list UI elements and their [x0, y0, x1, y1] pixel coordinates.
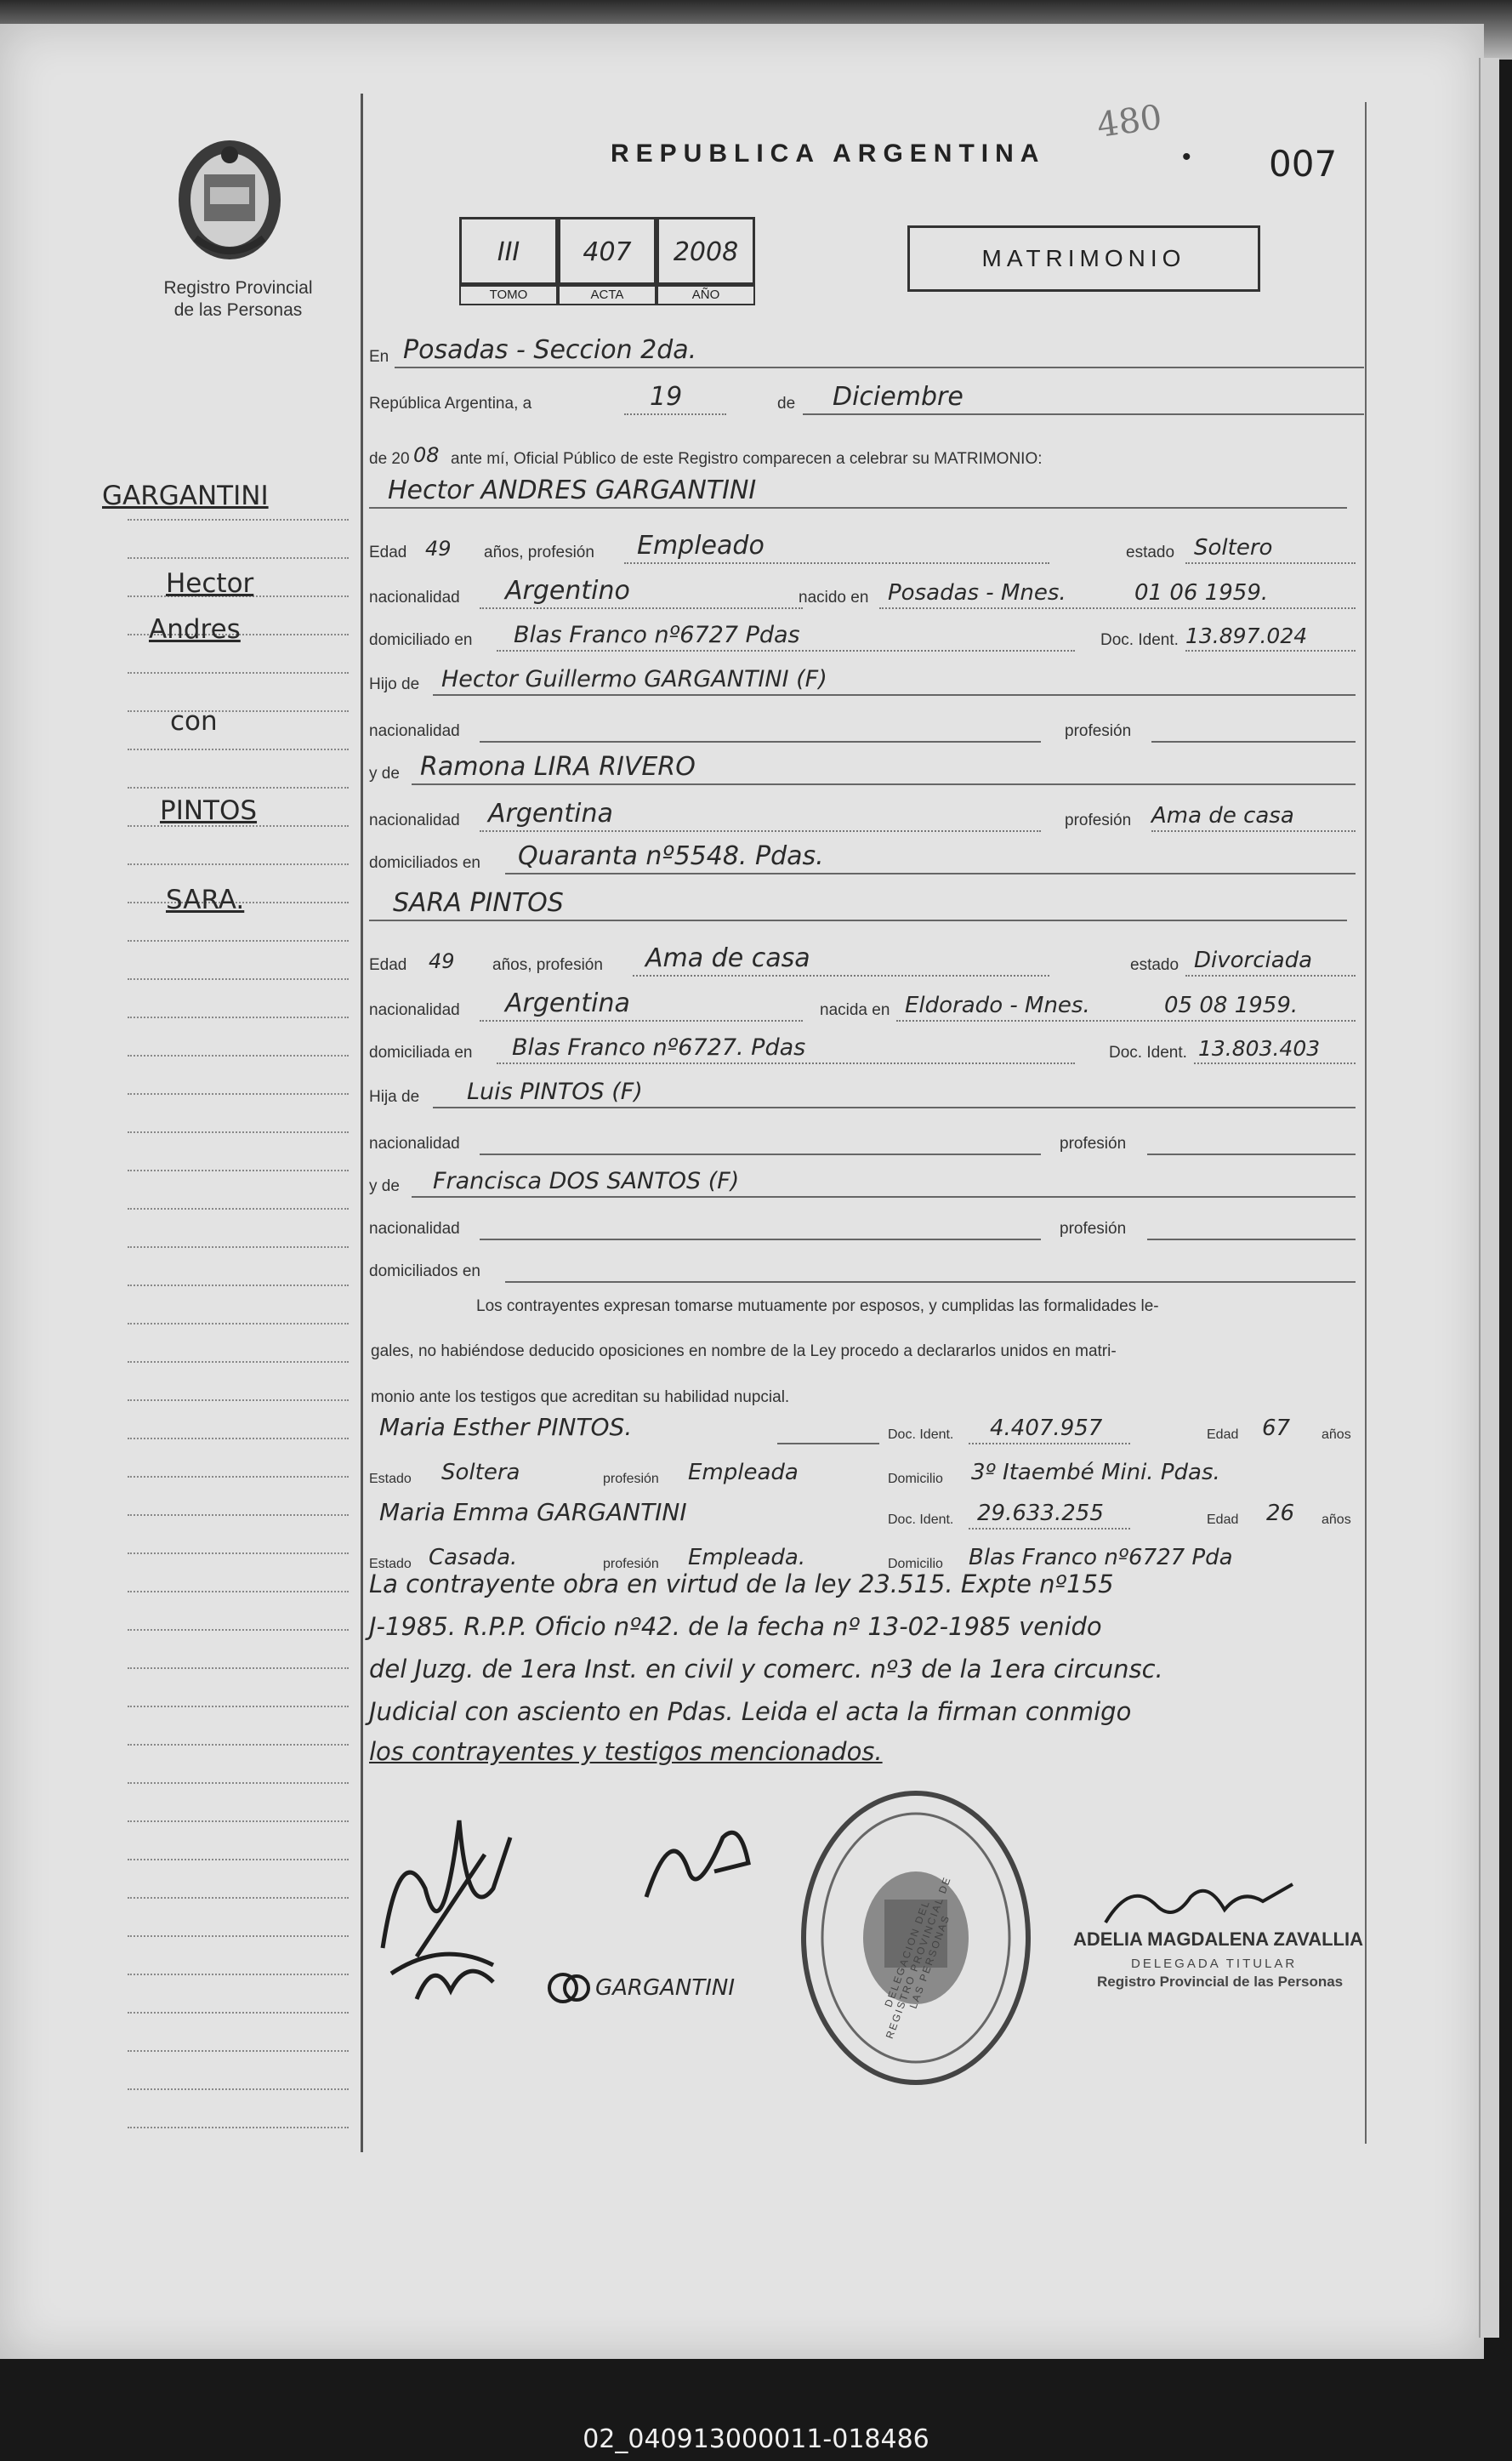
witness-2-estado-label: Estado: [369, 1557, 412, 1571]
witness-2-status: Casada.: [429, 1545, 518, 1570]
official-title: DELEGADA TITULAR: [1131, 1957, 1298, 1971]
sidebar-groom-surname: GARGANTINI: [102, 481, 269, 511]
witness-1-doc: 4.407.957: [990, 1416, 1103, 1441]
witness-1-age: 67: [1262, 1416, 1291, 1441]
day-value: 19: [650, 382, 683, 412]
intro-text: ante mí, Oficial Público de este Registro comparecen a celebrar su MATRIMONIO:: [451, 450, 1043, 468]
witness-1-status: Soltera: [441, 1460, 520, 1485]
sidebar-bride-given: SARA.: [166, 885, 245, 915]
acta-label: ACTA: [558, 285, 657, 305]
bride-nacida-label: nacida en: [820, 1001, 890, 1019]
groom-age: 49: [425, 537, 452, 561]
bride-address: Blas Franco nº6727. Pdas: [512, 1034, 806, 1061]
groom-address: Blas Franco nº6727 Pdas: [514, 622, 800, 648]
bride-doc-label: Doc. Ident.: [1109, 1044, 1187, 1062]
groom-father-nac-label: nacionalidad: [369, 722, 460, 740]
line-bride-father: [369, 1076, 1364, 1110]
bride-profession: Ama de casa: [645, 943, 810, 973]
bride-birthplace: Eldorado - Mnes.: [905, 993, 1090, 1018]
declaration-line-3: monio ante los testigos que acreditan su habilidad nupcial.: [371, 1388, 790, 1406]
groom-birthplace: Posadas - Mnes.: [888, 580, 1066, 606]
witness-signature-2: [629, 1803, 765, 1914]
witness-1-prof-label: profesión: [603, 1472, 659, 1486]
groom-mother: Ramona LIRA RIVERO: [420, 752, 696, 782]
bride-father-prof-label: profesión: [1060, 1135, 1127, 1153]
page-number: 007: [1269, 143, 1338, 185]
groom-profession: Empleado: [637, 531, 765, 561]
republica-label: República Argentina, a: [369, 395, 532, 413]
line-bride-nationality: [369, 989, 1364, 1023]
page-edge: [1479, 58, 1499, 2338]
sidebar-groom-given-2: Andres: [149, 614, 241, 645]
bride-mother-nac-label: nacionalidad: [369, 1220, 460, 1238]
year-prefix: de 20: [369, 450, 410, 468]
bride-edad-label: Edad: [369, 956, 407, 974]
bride-birthdate: 05 08 1959.: [1164, 993, 1299, 1018]
registry-label: [128, 277, 349, 322]
official-organization: Registro Provincial de las Personas: [1097, 1974, 1344, 1990]
province-coat-of-arms-logo: [174, 136, 285, 264]
witness-2-line-1: [369, 1497, 1364, 1531]
line-bride-mother: [369, 1165, 1364, 1199]
line-bride-name: [369, 889, 1364, 923]
groom-parents-address: Quaranta nº5548. Pdas.: [518, 841, 824, 871]
tomo-label: TOMO: [459, 285, 558, 305]
place-value: Posadas - Seccion 2da.: [403, 335, 697, 365]
bride-name: SARA PINTOS: [393, 888, 564, 918]
observation-line-1: La contrayente obra en virtud de la ley 23.515. Expte nº155: [369, 1569, 1114, 1598]
line-groom-mother-details: [369, 800, 1364, 834]
bride-dom-label: domiciliada en: [369, 1044, 473, 1062]
witness-1-line-2: [369, 1456, 1364, 1490]
line-bride-parents-address: [369, 1250, 1364, 1285]
groom-yde-label: y de: [369, 765, 400, 783]
acta-value: 407: [558, 217, 657, 285]
bride-doc-number: 13.803.403: [1198, 1036, 1321, 1061]
anio-value: 2008: [657, 217, 755, 285]
witness-1-doc-label: Doc. Ident.: [888, 1427, 954, 1442]
groom-doc-number: 13.897.024: [1185, 624, 1308, 648]
witness-1-profession: Empleada: [688, 1460, 799, 1485]
line-groom-nationality: [369, 577, 1364, 611]
line-groom-mother: [369, 753, 1364, 787]
right-rule: [1365, 102, 1367, 2144]
groom-signature-mark: [544, 1969, 595, 2008]
observation-line-5: los contrayentes y testigos mencionados.: [369, 1737, 883, 1766]
line-groom-parents-address: [369, 842, 1364, 876]
witness-1-anios-label: años: [1322, 1427, 1351, 1442]
month-value: Diciembre: [833, 382, 963, 412]
line-place: [369, 336, 1364, 370]
observation-line-2: J-1985. R.P.P. Oficio nº42. de la fecha nº 13-02-1985 venido: [369, 1612, 1102, 1641]
observation-line-4: Judicial con asciento en Pdas. Leida el acta la firman conmigo: [369, 1697, 1132, 1726]
line-groom-father-details: [369, 710, 1364, 744]
groom-mother-nationality: Argentina: [488, 799, 613, 829]
witness-2-address: Blas Franco nº6727 Pda: [969, 1545, 1233, 1570]
witness-2-profession: Empleada.: [688, 1545, 806, 1570]
document-type-box: MATRIMONIO: [907, 225, 1260, 292]
bride-yde-label: y de: [369, 1177, 400, 1195]
witness-2-anios-label: años: [1322, 1512, 1351, 1527]
witness-2-name: Maria Emma GARGANTINI: [379, 1498, 687, 1526]
document-id-footer: 02_040913000011-018486: [583, 2424, 929, 2454]
anio-label: AÑO: [657, 285, 755, 305]
groom-hijo-label: Hijo de: [369, 675, 420, 693]
line-groom-age: [369, 532, 1364, 566]
witness-2-doc-label: Doc. Ident.: [888, 1512, 954, 1527]
bride-mother: Francisca DOS SANTOS (F): [433, 1168, 740, 1194]
bride-nationality: Argentina: [505, 988, 630, 1018]
groom-father: Hector Guillermo GARGANTINI (F): [441, 666, 827, 692]
sidebar-connector: con: [170, 706, 218, 737]
declaration-line-1: Los contrayentes expresan tomarse mutuamente por esposos, y cumplidas las formalidades le-: [476, 1297, 1159, 1315]
groom-doc-label: Doc. Ident.: [1100, 631, 1179, 649]
seal-text: DELEGACION DEL REGISTRO PROVINCIAL DE LAS PERSONAS: [882, 1874, 954, 2041]
groom-civil-status: Soltero: [1194, 535, 1273, 561]
groom-nac-label: nacionalidad: [369, 589, 460, 607]
country-title: REPUBLICA ARGENTINA: [611, 140, 1046, 168]
line-bride-father-details: [369, 1123, 1364, 1157]
line-intro: [369, 438, 1364, 472]
bride-anios-label: años, profesión: [492, 956, 603, 974]
year-suffix: 08: [413, 443, 440, 467]
groom-dom-label: domiciliado en: [369, 631, 473, 649]
declaration-line-2: gales, no habiéndose deducido oposiciones en nombre de la Ley procedo a declararlos unidos en matri-: [371, 1342, 1117, 1360]
official-name: ADELIA MAGDALENA ZAVALLIA: [1073, 1928, 1363, 1950]
groom-birthdate: 01 06 1959.: [1134, 580, 1269, 606]
de-label: de: [777, 395, 796, 413]
groom-nationality: Argentino: [505, 576, 630, 606]
groom-mother-profession: Ama de casa: [1151, 803, 1294, 829]
sidebar-groom-given-1: Hector: [166, 568, 254, 599]
witness-2-age: 26: [1266, 1501, 1295, 1526]
observation-line-3: del Juzg. de 1era Inst. en civil y comerc. nº3 de la 1era circunsc.: [369, 1655, 1163, 1683]
line-date: [369, 383, 1364, 417]
bride-hija-label: Hija de: [369, 1088, 420, 1106]
witness-2-prof-label: profesión: [603, 1557, 659, 1571]
en-label: En: [369, 348, 389, 366]
witness-1-dom-label: Domicilio: [888, 1472, 943, 1486]
witness-1-edad-label: Edad: [1207, 1427, 1239, 1442]
groom-anios-label: años, profesión: [484, 544, 594, 561]
line-groom-name: [369, 476, 1364, 510]
witness-2-doc: 29.633.255: [977, 1501, 1104, 1526]
bride-civil-status: Divorciada: [1194, 948, 1313, 973]
witness-2-dom-label: Domicilio: [888, 1557, 943, 1571]
margin-rule: [361, 94, 363, 2152]
witness-2-edad-label: Edad: [1207, 1512, 1239, 1527]
groom-nacido-label: nacido en: [799, 589, 869, 607]
acta-reference-box: [459, 217, 755, 309]
registry-label-line2: de las Personas: [173, 300, 303, 320]
witness-1-estado-label: Estado: [369, 1472, 412, 1486]
registry-label-line1: Registro Provincial: [163, 278, 313, 298]
sidebar-bride-surname: PINTOS: [160, 795, 258, 826]
line-bride-age: [369, 944, 1364, 978]
groom-father-prof-label: profesión: [1065, 722, 1132, 740]
groom-parents-dom-label: domiciliados en: [369, 854, 480, 872]
bride-father: Luis PINTOS (F): [467, 1079, 643, 1105]
witness-1-line-1: [369, 1412, 1364, 1446]
line-groom-address: [369, 619, 1364, 653]
groom-mother-prof-label: profesión: [1065, 812, 1132, 829]
witness-1-address: 3º Itaembé Mini. Pdas.: [971, 1460, 1220, 1485]
line-bride-mother-details: [369, 1208, 1364, 1242]
bride-estado-label: estado: [1130, 956, 1179, 974]
groom-mother-nac-label: nacionalidad: [369, 812, 460, 829]
groom-estado-label: estado: [1126, 544, 1175, 561]
groom-edad-label: Edad: [369, 544, 407, 561]
bride-father-nac-label: nacionalidad: [369, 1135, 460, 1153]
tomo-value: III: [459, 217, 558, 285]
witness-signature-1: [366, 1786, 570, 2008]
bride-age: 49: [429, 949, 455, 973]
bride-parents-dom-label: domiciliados en: [369, 1262, 480, 1280]
line-bride-address: [369, 1032, 1364, 1066]
stamp-number: 480: [1094, 97, 1165, 146]
title-dot: •: [1182, 143, 1191, 171]
witness-1-name: Maria Esther PINTOS.: [379, 1413, 633, 1441]
line-groom-father: [369, 664, 1364, 698]
groom-signature: GARGANTINI: [595, 1975, 736, 2001]
bride-nac-label: nacionalidad: [369, 1001, 460, 1019]
bride-mother-prof-label: profesión: [1060, 1220, 1127, 1238]
groom-name: Hector ANDRES GARGANTINI: [388, 476, 757, 505]
